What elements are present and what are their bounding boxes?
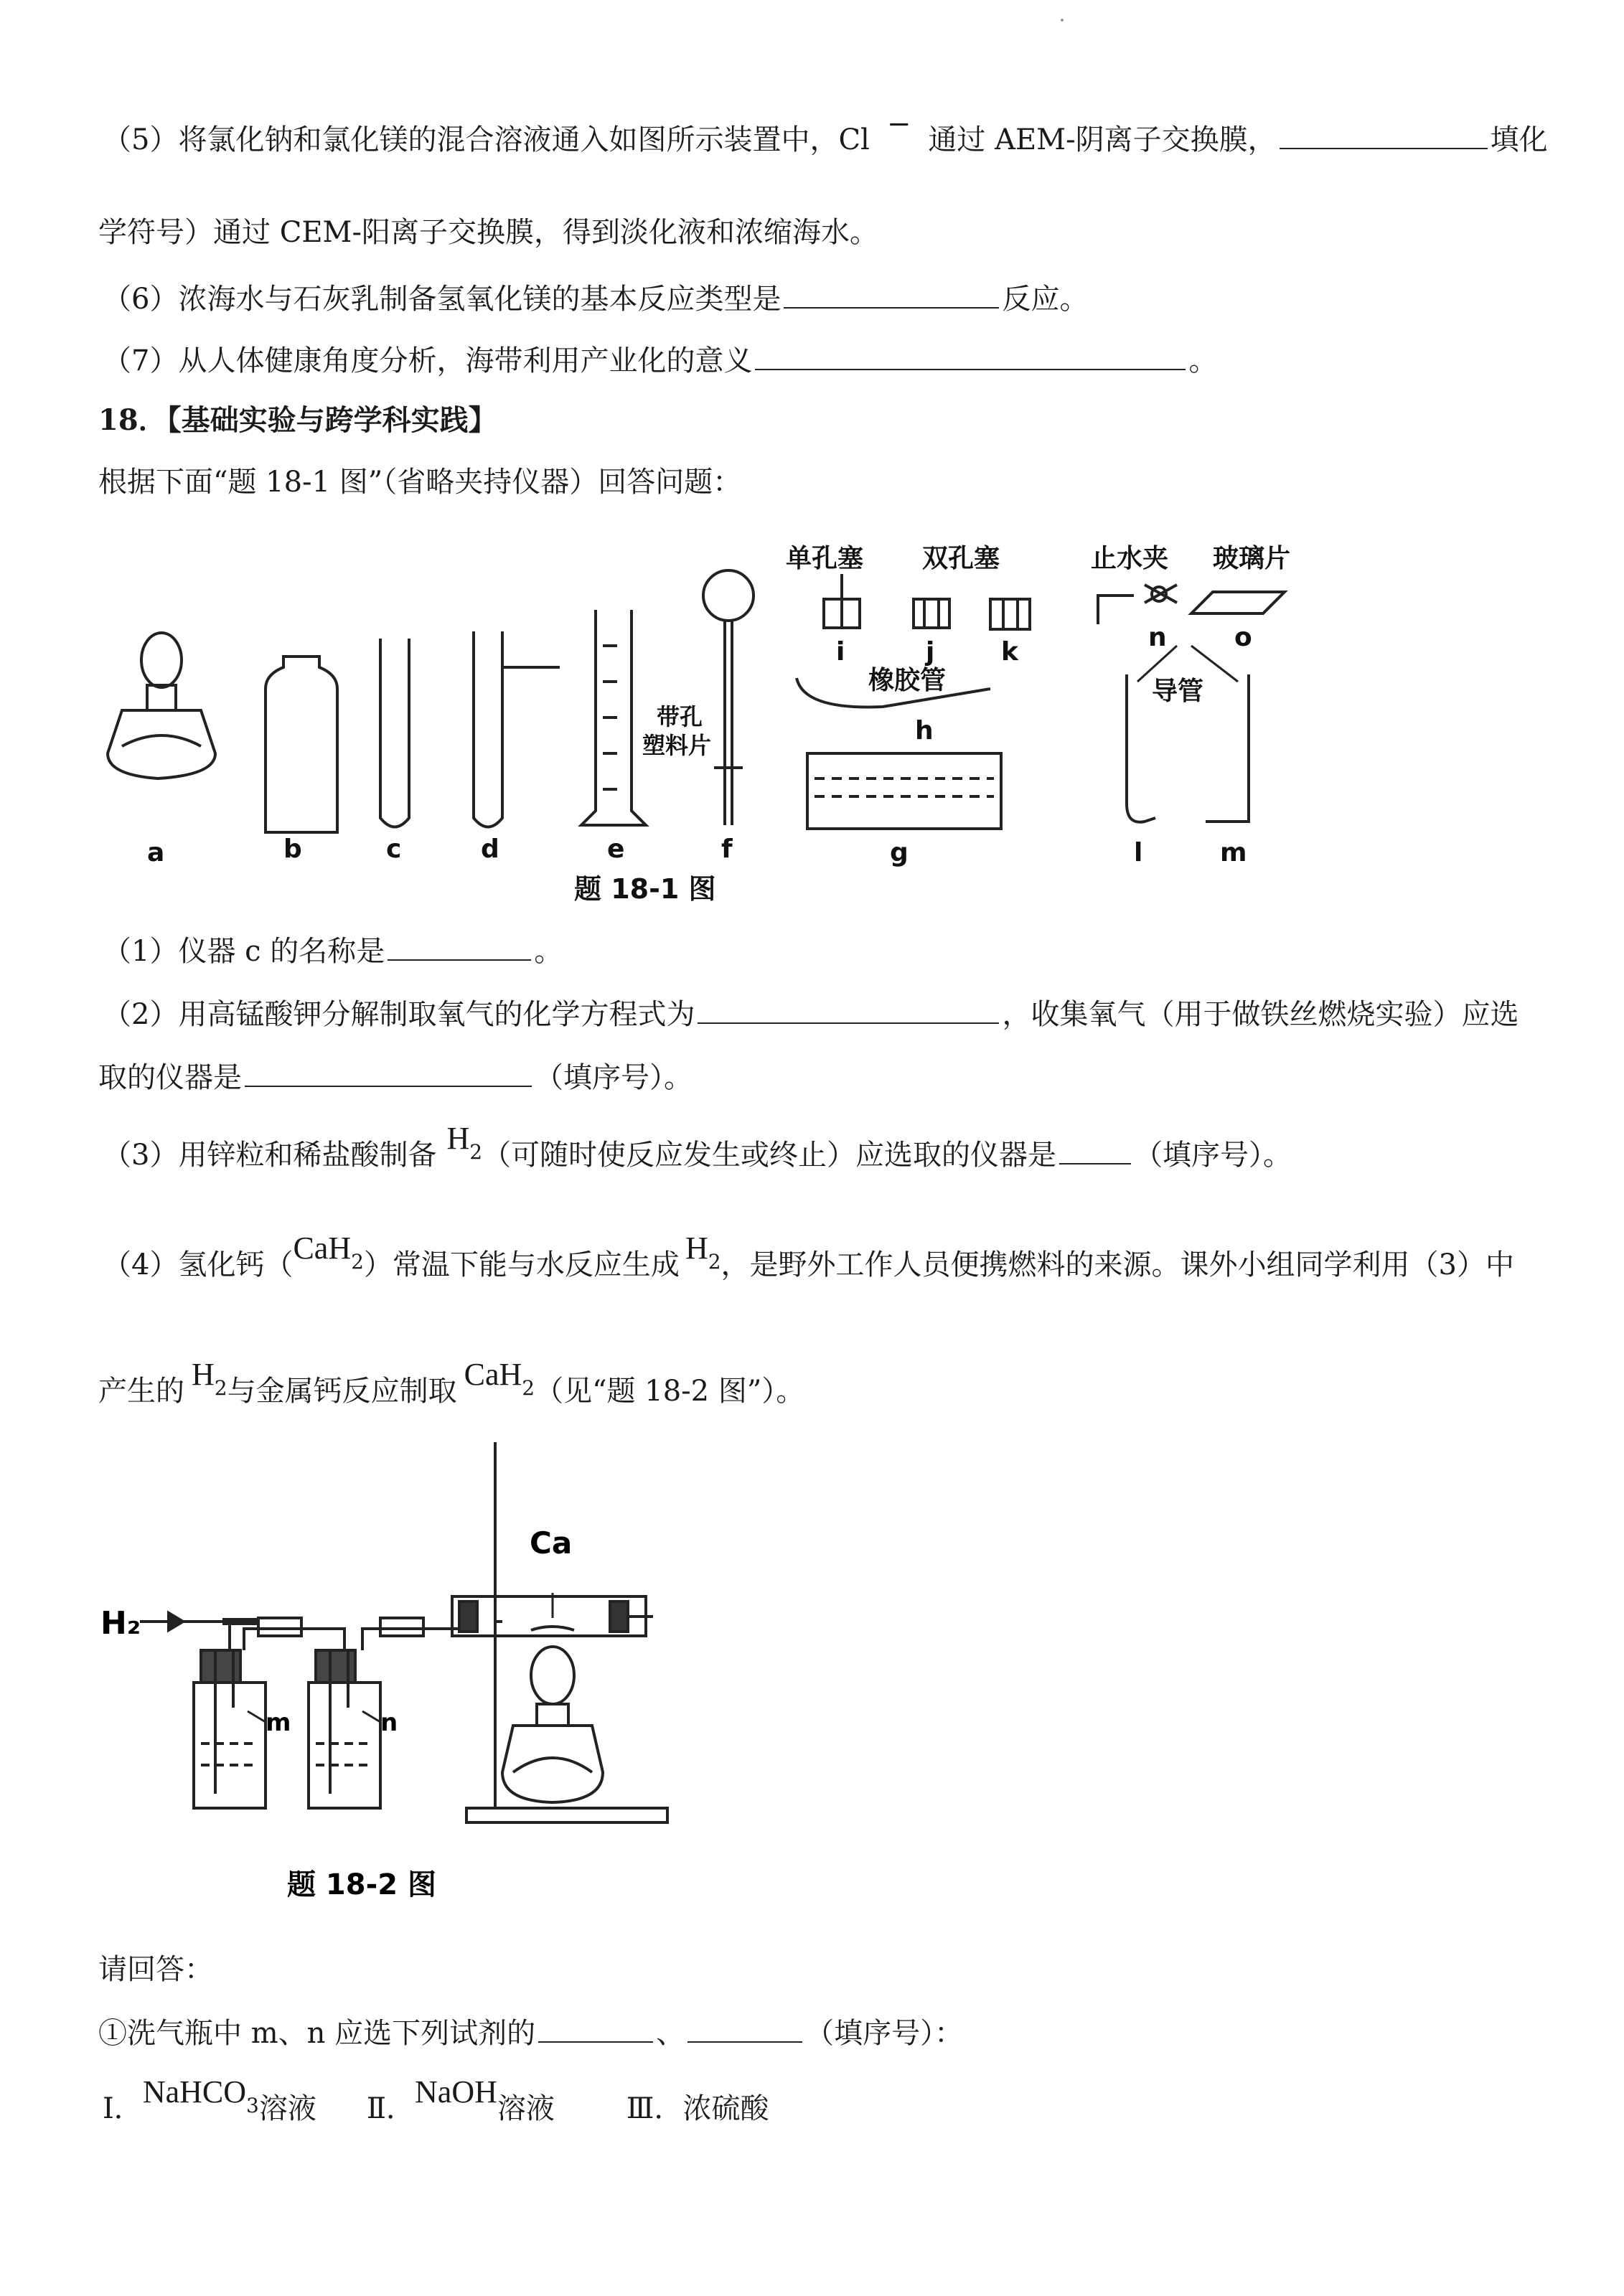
apparatus-k-double-stopper [990, 599, 1030, 629]
label-rubber-tube: 橡胶管 [868, 666, 947, 695]
q18-s1-line: （1）仪器 c 的名称是 。 [0, 928, 1624, 971]
fig2-n-label: n [380, 1708, 398, 1737]
q18-s2-line-1: （2）用高锰酸钾分解制取氧气的化学方程式为 ，收集氧气（用于做铁丝燃烧实验）应选 [0, 991, 1624, 1035]
figure-18-1 [0, 0, 1624, 933]
fig2-caption: 题 18-2 图 [287, 1868, 436, 1901]
label-glass-slide: 玻璃片 [1213, 544, 1291, 573]
q18-s4-line-1: （4）氢化钙（CaH$^2$）常温下能与水反应生成 $H^2$，是野外工作人员便携燃料的来源。课外小组同学利用（3）中 [103, 1231, 1514, 1281]
label-plate-1: 带孔 [657, 703, 703, 730]
q18-answer-q1: ①洗气瓶中 m、n 应选下列试剂的 、 （填序号）： [0, 2010, 1624, 2053]
label-plate-2: 塑料片 [642, 732, 712, 759]
q18-answer-options: Ⅰ．NaHCO$^3$溶液 Ⅱ．NaOH溶液 Ⅲ．浓硫酸 [103, 2074, 769, 2125]
apparatus-i-single-stopper [824, 574, 860, 628]
q5-line-2: 学符号）通过 CEM-阳离子交换膜，得到淡化液和浓缩海水。 [98, 216, 878, 249]
fig2-m-label: m [266, 1708, 291, 1737]
q18-s2-instrument-blank[interactable] [245, 1054, 532, 1087]
q7-line: （7）从人体健康角度分析，海带利用产业化的意义 。 [0, 337, 1624, 381]
apparatus-e-cylinder [581, 610, 646, 825]
label-k: k [1001, 637, 1018, 667]
q18-s3-line: （3）用锌粒和稀盐酸制备 $H^2$（可随时使反应发生或终止）应选取的仪器是 （填序号）。 [103, 1121, 1292, 1172]
q18-intro: 根据下面“题 18-1 图”（省略夹持仪器）回答问题： [98, 466, 742, 499]
q18-s2-line-2: 取的仪器是 （填序号）。 [0, 1054, 1624, 1098]
apparatus-m-tube [1206, 674, 1249, 822]
label-c: c [386, 834, 402, 864]
q18-s4-line-2: 产生的 $H^2$与金属钙反应制取 CaH$^2$（见“题 18-2 图”）。 [98, 1357, 805, 1408]
label-clamp: 止水夹 [1091, 544, 1169, 573]
q18-s3-blank[interactable] [1059, 1131, 1131, 1165]
q18-answer-m-blank[interactable] [538, 2010, 653, 2043]
q5-line-1: （5）将氯化钠和氯化镁的混合溶液通入如图所示装置中，Cl − 通过 AEM-阴离子交换膜， 填化 [103, 108, 1548, 156]
q18-heading: 18．【基础实验与跨学科实践】 [98, 403, 497, 437]
q18-answer-n-blank[interactable] [687, 2010, 802, 2043]
q18-answer-prompt: 请回答： [98, 1953, 213, 1986]
label-a: a [147, 838, 165, 867]
label-single-stopper: 单孔塞 [786, 544, 864, 573]
label-l: l [1134, 838, 1143, 867]
apparatus-o-glass-slide [1191, 592, 1285, 613]
wash-bottle-n [309, 1650, 380, 1808]
label-e: e [607, 834, 625, 864]
label-n: n [1148, 623, 1167, 652]
apparatus-f-funnel [703, 570, 754, 825]
label-double-stopper: 双孔塞 [922, 544, 1000, 573]
label-f: f [721, 834, 733, 864]
label-i: i [836, 637, 845, 667]
apparatus-a-alcohol-lamp [108, 633, 215, 778]
apparatus-j-double-stopper [914, 599, 949, 628]
figure-18-2 [0, 1435, 1624, 1952]
apparatus-n-clamp [1098, 585, 1177, 624]
label-j: j [926, 637, 935, 667]
apparatus-d-branched-tube [474, 631, 560, 827]
fig2-alcohol-lamp [502, 1647, 603, 1802]
label-d: d [481, 834, 499, 864]
q6-line: （6）浓海水与石灰乳制备氢氧化镁的基本反应类型是 反应。 [0, 276, 1624, 319]
q18-s2-equation-blank[interactable] [698, 991, 999, 1024]
label-delivery-tube: 导管 [1152, 677, 1204, 706]
apparatus-b-gas-jar [266, 657, 337, 832]
label-g: g [890, 838, 909, 867]
apparatus-c-test-tube [380, 639, 409, 827]
wash-bottle-m [194, 1650, 266, 1808]
fig2-h2-label: H₂ [100, 1605, 141, 1642]
apparatus-l-tube [1127, 674, 1155, 822]
label-m: m [1220, 838, 1247, 867]
label-h: h [915, 716, 934, 745]
fig1-caption: 题 18-1 图 [574, 873, 716, 905]
q18-s1-blank[interactable] [388, 928, 531, 961]
fig2-ca-label: Ca [530, 1525, 573, 1561]
label-b: b [283, 834, 302, 864]
apparatus-g-trough [807, 753, 1001, 829]
label-o: o [1234, 623, 1252, 652]
